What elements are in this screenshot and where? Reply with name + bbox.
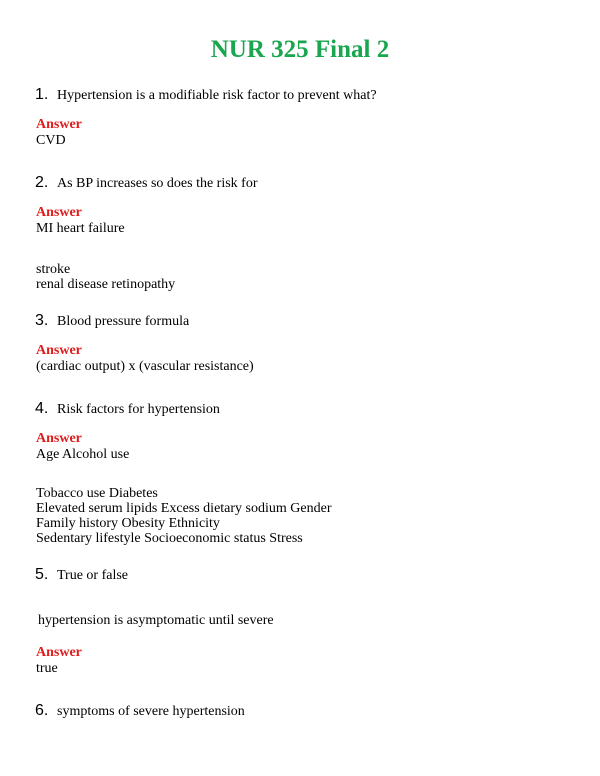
question-number: 1. xyxy=(35,86,49,103)
answer-label: Answer xyxy=(36,431,82,446)
question-6 xyxy=(35,702,245,720)
question-number: 5. xyxy=(35,566,49,583)
question-5 xyxy=(35,566,128,584)
question-number: 4. xyxy=(35,400,49,417)
question-4 xyxy=(35,400,220,418)
answer-line: Sedentary lifestyle Socioeconomic status Stress xyxy=(36,531,303,546)
question-text: Risk factors for hypertension xyxy=(57,402,220,417)
question-statement: hypertension is asymptomatic until severe xyxy=(38,613,274,628)
question-text: Blood pressure formula xyxy=(57,314,190,329)
question-3 xyxy=(35,312,189,330)
answer-line: stroke xyxy=(36,262,71,277)
answer-label: Answer xyxy=(36,205,82,220)
question-1 xyxy=(35,86,377,104)
answer-line: MI heart failure xyxy=(36,221,125,236)
answer-line: Elevated serum lipids Excess dietary sodium Gender xyxy=(36,501,332,516)
question-text: symptoms of severe hypertension xyxy=(57,704,245,719)
answer-label: Answer xyxy=(36,645,82,660)
question-text: True or false xyxy=(57,568,129,583)
answer-label: Answer xyxy=(36,343,82,358)
answer-label: Answer xyxy=(36,117,82,132)
question-text: Hypertension is a modifiable risk factor to prevent what? xyxy=(57,88,377,103)
answer-line: true xyxy=(36,661,58,676)
question-2 xyxy=(35,174,258,192)
question-number: 6. xyxy=(35,702,49,719)
question-text: As BP increases so does the risk for xyxy=(57,176,258,191)
question-number: 3. xyxy=(35,312,49,329)
answer-line: CVD xyxy=(36,133,66,148)
answer-line: Tobacco use Diabetes xyxy=(36,486,158,501)
answer-line: (cardiac output) x (vascular resistance) xyxy=(36,359,254,374)
answer-line: Family history Obesity Ethnicity xyxy=(36,516,220,531)
question-number: 2. xyxy=(35,174,49,191)
page-title: NUR 325 Final 2 xyxy=(210,36,390,63)
answer-line: renal disease retinopathy xyxy=(36,277,176,292)
answer-line: Age Alcohol use xyxy=(36,447,130,462)
